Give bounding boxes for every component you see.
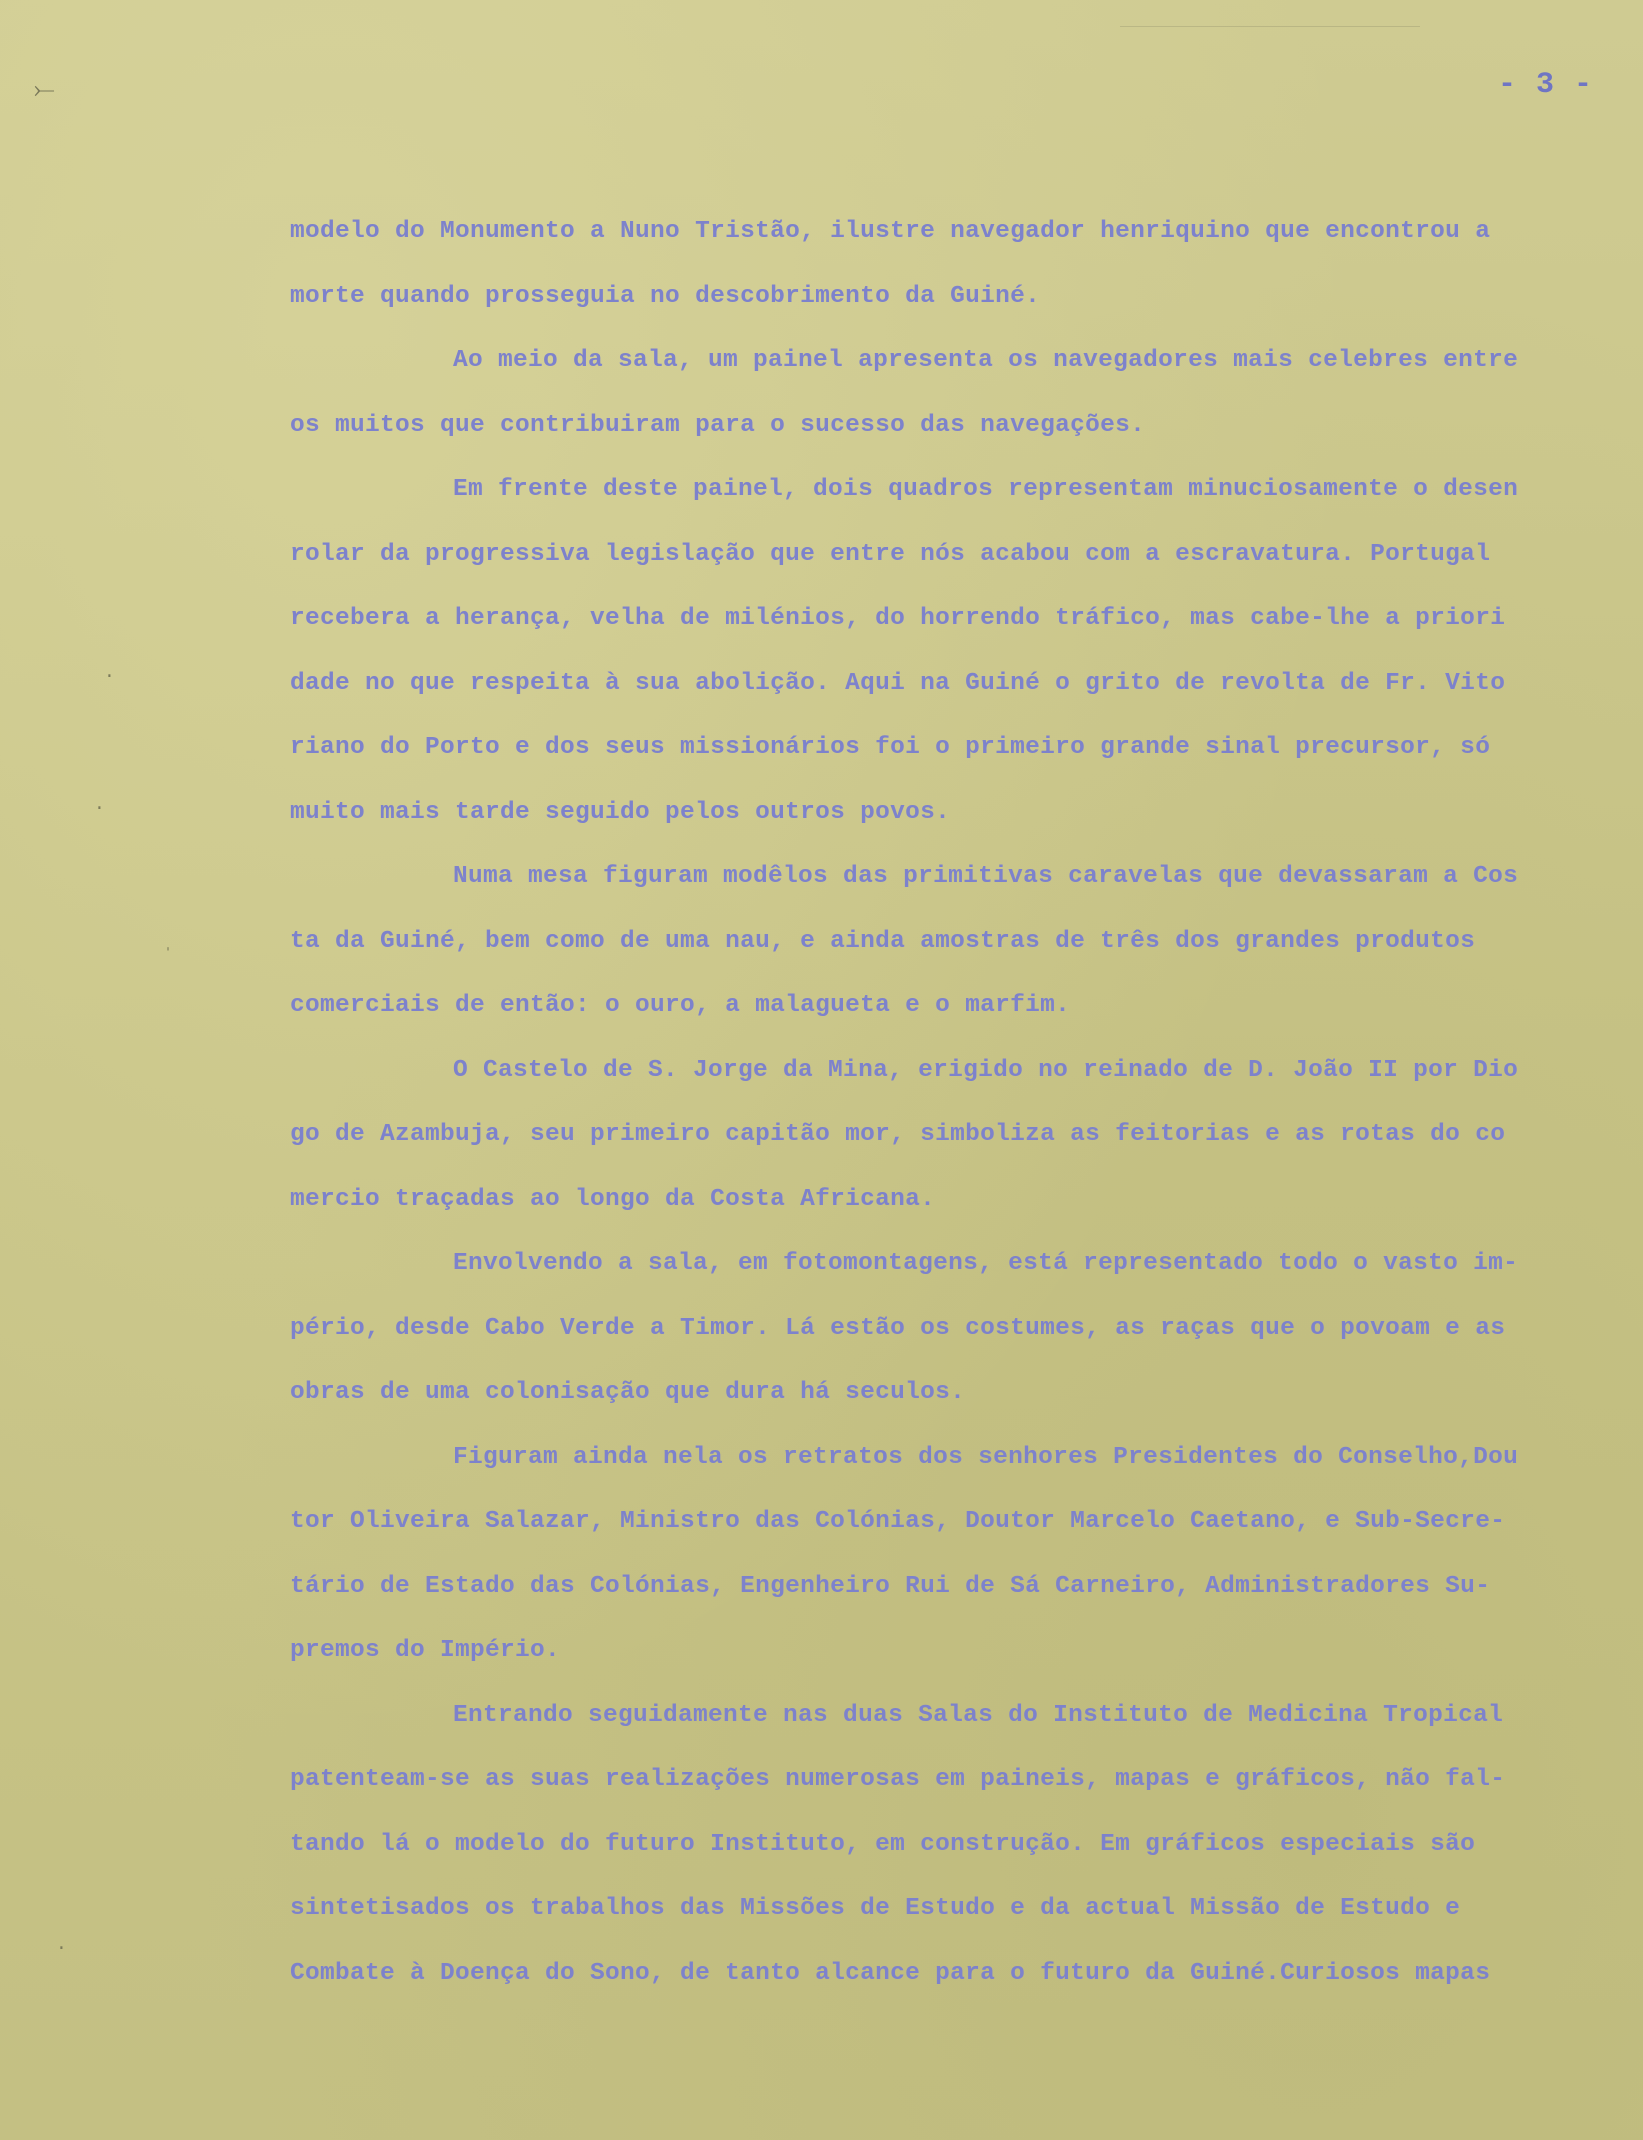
text-line: dade no que respeita à sua abolição. Aqui na Guiné o grito de revolta de Fr. Vito (290, 669, 1506, 697)
text-line: os muitos que contribuiram para o sucesso das navegações. (290, 411, 1146, 439)
text-line: recebera a herança, velha de milénios, do horrendo tráfico, mas cabe-lhe a priori (290, 605, 1506, 632)
text-line: Entrando seguidamente nas duas Salas do Instituto de Medicina Tropical (453, 1701, 1504, 1729)
body-text (290, 212, 1620, 2018)
paper-speck: · (104, 667, 115, 687)
text-line: tando lá o modelo do futuro Instituto, em construção. Em gráficos especiais são (290, 1830, 1476, 1858)
text-line: Combate à Doença do Sono, de tanto alcance para o futuro da Guiné.Curiosos mapas (290, 1959, 1491, 1987)
text-line: Numa mesa figuram modêlos das primitivas caravelas que devassaram a Cos (453, 863, 1519, 890)
text-line: tor Oliveira Salazar, Ministro das Colónias, Doutor Marcelo Caetano, e Sub-Secre- (290, 1508, 1506, 1535)
text-line: modelo do Monumento a Nuno Tristão, ilustre navegador henriquino que encontrou a (290, 218, 1491, 245)
text-line: patenteam-se as suas realizações numerosas em paineis, mapas e gráficos, não fal- (290, 1766, 1506, 1793)
paper-speck: · (94, 799, 105, 819)
text-line: rolar da progressiva legislação que entre nós acabou com a escravatura. Portugal (290, 540, 1491, 568)
text-line: Ao meio da sala, um painel apresenta os navegadores mais celebres entre (453, 347, 1519, 374)
text-line: Envolvendo a sala, em fotomontagens, está representado todo o vasto im- (453, 1250, 1519, 1277)
text-line: obras de uma colonisação que dura há seculos. (290, 1379, 966, 1406)
page-number: - 3 - (1498, 68, 1594, 102)
text-line: tário de Estado das Colónias, Engenheiro Rui de Sá Carneiro, Administradores Su- (290, 1572, 1491, 1600)
text-line: go de Azambuja, seu primeiro capitão mor, simboliza as feitorias e as rotas do co (290, 1121, 1506, 1148)
text-line: premos do Império. (290, 1637, 561, 1664)
text-line: muito mais tarde seguido pelos outros povos. (290, 798, 951, 826)
text-line: comerciais de então: o ouro, a malagueta e o marfim. (290, 992, 1071, 1019)
text-line: O Castelo de S. Jorge da Mina, erigido no reinado de D. João II por Dio (453, 1056, 1519, 1084)
paper-tick-mark: ˈ (162, 946, 175, 969)
pencil-arrow-mark: ⤚ (34, 76, 55, 106)
text-line: riano do Porto e dos seus missionários foi o primeiro grande sinal precursor, só (290, 734, 1491, 761)
text-line: pério, desde Cabo Verde a Timor. Lá estão os costumes, as raças que o povoam e as (290, 1314, 1506, 1342)
text-line: sintetisados os trabalhos das Missões de Estudo e da actual Missão de Estudo e (290, 1895, 1461, 1922)
text-line: morte quando prosseguia no descobrimento da Guiné. (290, 282, 1041, 310)
text-line: Figuram ainda nela os retratos dos senhores Presidentes do Conselho,Dou (453, 1443, 1519, 1471)
text-line: Em frente deste painel, dois quadros representam minuciosamente o desen (453, 476, 1519, 503)
paper-speck: · (56, 1939, 67, 1959)
top-edge-smudge (1120, 0, 1420, 27)
text-line: mercio traçadas ao longo da Costa Africana. (290, 1185, 936, 1213)
text-line: ta da Guiné, bem como de uma nau, e ainda amostras de três dos grandes produtos (290, 927, 1476, 955)
